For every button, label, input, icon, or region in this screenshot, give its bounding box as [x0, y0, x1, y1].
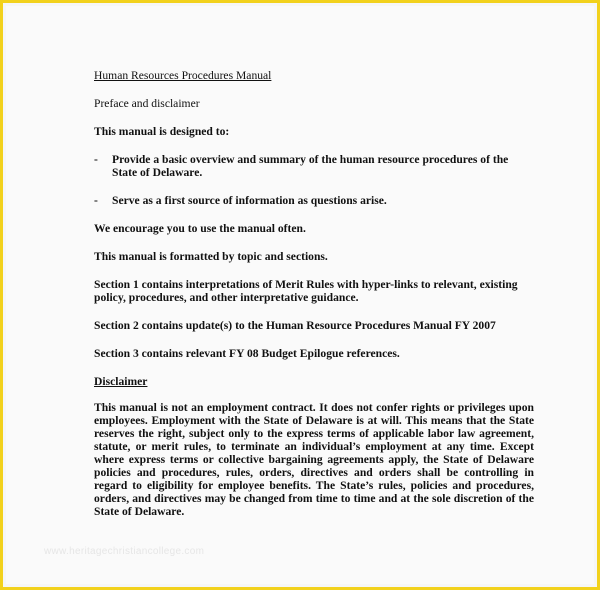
section-3-text: Section 3 contains relevant FY 08 Budget Epilogue references. [94, 347, 400, 360]
bullet-item [94, 153, 534, 179]
section-2-text: Section 2 contains update(s) to the Human Resource Procedures Manual FY 2007 [94, 319, 496, 332]
bullet-dash: - [94, 194, 98, 207]
encourage-text: We encourage you to use the manual often. [94, 222, 306, 235]
watermark-text: www.heritagechristiancollege.com [44, 546, 205, 557]
document-title: Human Resources Procedures Manual [94, 69, 272, 82]
document-page [6, 6, 594, 584]
disclaimer-heading: Disclaimer [94, 375, 148, 388]
disclaimer-text: This manual is not an employment contract. It does not confer rights or privileges upon employees. Employment with the State of Delaware is at will. This means that the State reserves the right, subject only to the express terms of applicable labor law agreement, statute, or merit rules, to terminate an individual’s employment at any time. Except where express terms or collective bargaining agreements apply, the State of Delaware policies and procedures, rules, orders, directives and orders shall be controlling in regard to eligibility for employee benefits. The State’s rules, policies and procedures, orders, and directives may be changed from time to time and at the sole discretion of the State of Delaware. [94, 401, 534, 518]
bullet-text: Provide a basic overview and summary of the human resource procedures of the State of Delaware. [112, 153, 509, 179]
bullet-text: Serve as a first source of information as questions arise. [112, 194, 387, 207]
formatted-text: This manual is formatted by topic and sections. [94, 250, 328, 263]
section-1-text: Section 1 contains interpretations of Merit Rules with hyper-links to relevant, existing policy, procedures, and other interpretative guidance. [94, 278, 518, 304]
bullet-dash: - [94, 153, 98, 166]
preface-heading: Preface and disclaimer [94, 97, 200, 110]
bullet-item [94, 194, 534, 207]
document-body [94, 69, 534, 518]
designed-to-text: This manual is designed to: [94, 125, 230, 138]
